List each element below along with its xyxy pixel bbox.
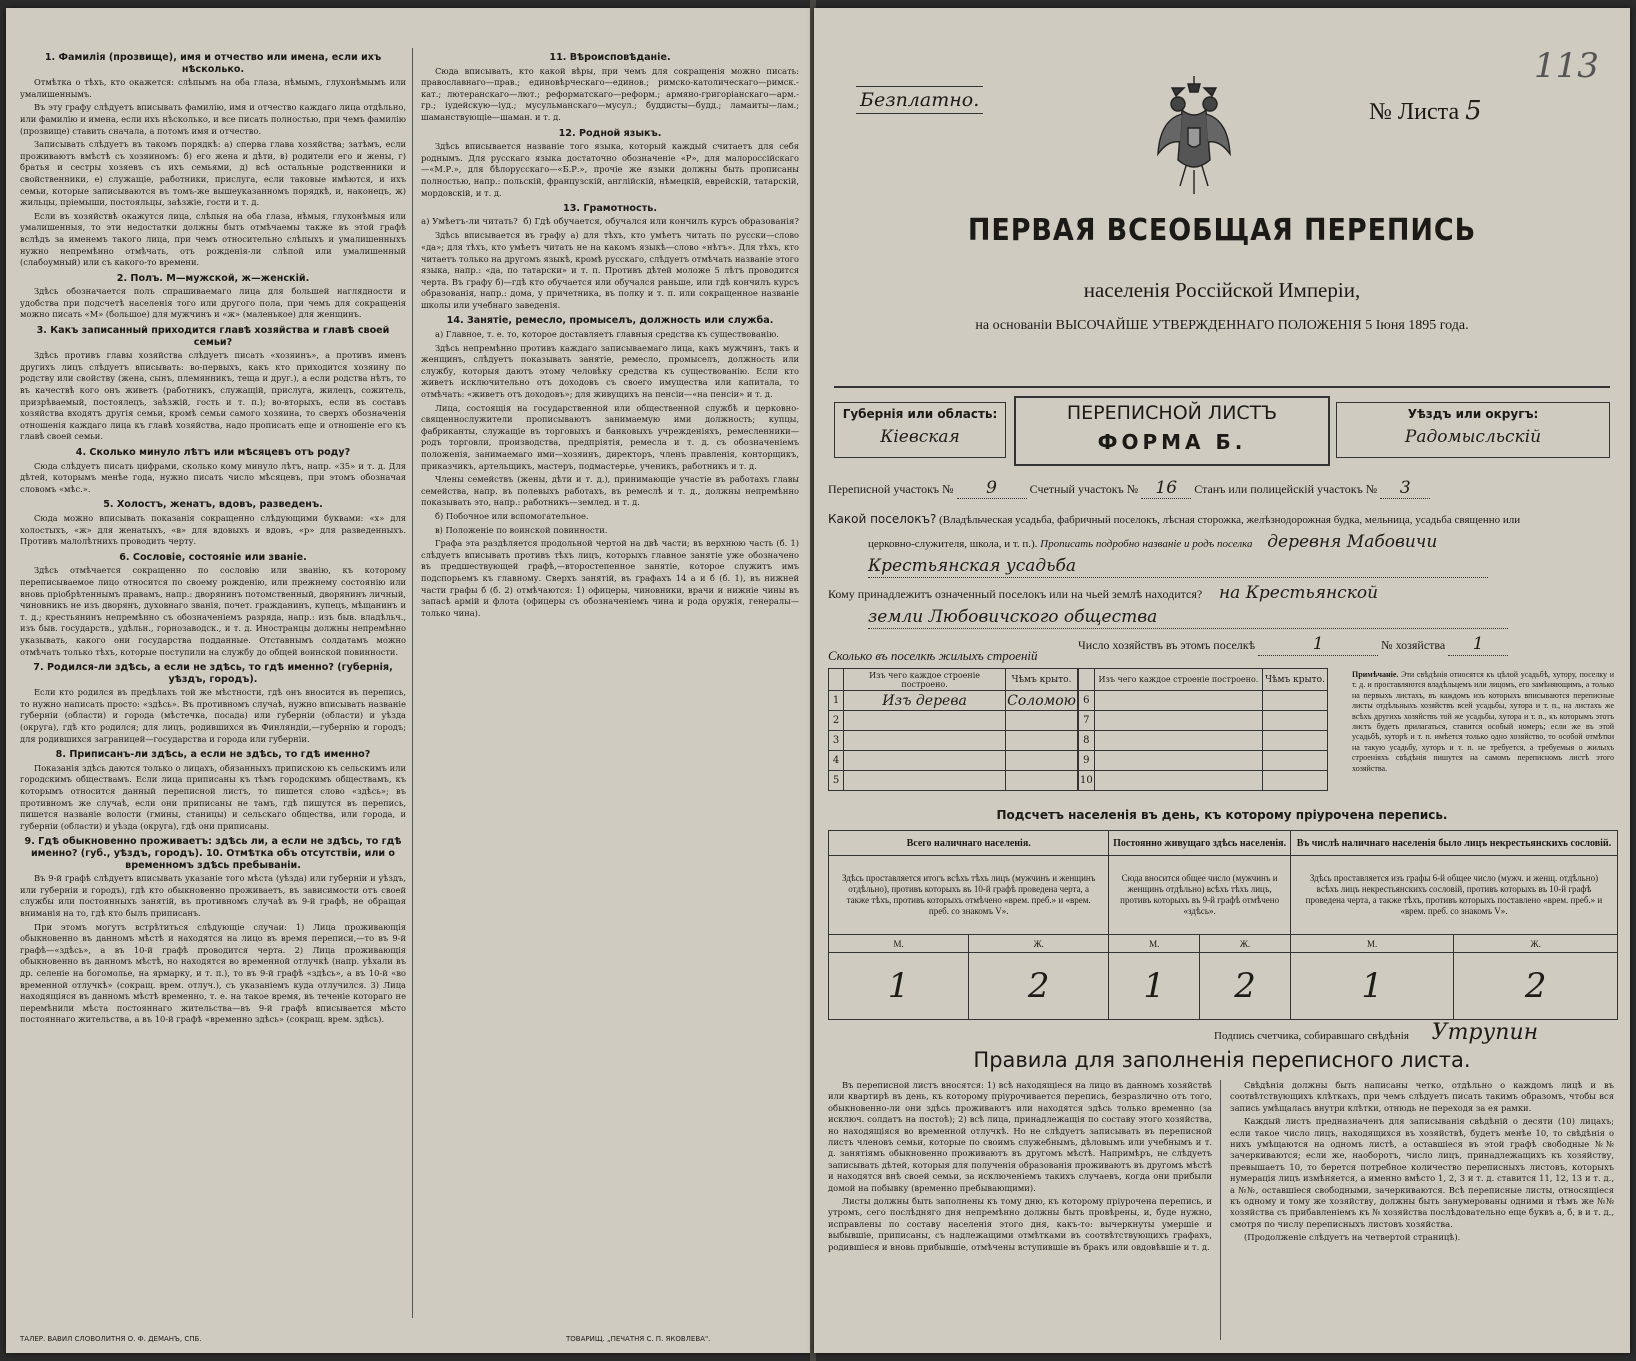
instructions-column-2	[421, 48, 799, 621]
section-title: 4. Сколько минуло лѣтъ или мѣсяцевъ отъ роду?	[75, 447, 351, 458]
section-paragraph: Лица, состоящія на государственной или общественной службѣ и церковно-священнослужители прописываютъ занимаемую ими должность; купцы, фабриканты, служащіе въ торговыхъ и банковыхъ учрежденіяхъ, ремесленники—родъ торговли, производства, предпріятія, ремесла и т. д. съ обозначеніемъ положенія, занимаемаго ими—хозяинъ, директоръ, членъ правленія, конторщикъ, приказчикъ, артельщикъ, мастеръ, подмастерье, ученикъ, работникъ и т. д.	[421, 402, 799, 471]
sheet-number-label: № Листа	[1369, 99, 1460, 125]
left-page	[6, 8, 812, 1353]
printer-imprint-right: ТОВАРИЩ. „ПЕЧАТНЯ С. П. ЯКОВЛЕВА".	[566, 1335, 711, 1343]
stan-label: Станъ или полицейскій участокъ №	[1194, 482, 1378, 496]
section-paragraph: При этомъ могутъ встрѣтиться слѣдующіе случаи: 1) Лица проживающія обыкновенно въ данномъ мѣстѣ и находятся на лицо въ время переписи,—то въ 9-й графѣ—«здѣсь», а въ 10-й графѣ проводится черта. 2) Лица проживающія обыкновенно въ данномъ мѣстѣ, но находятся во временной отлучкѣ (напр. уѣхали въ др. селеніе на богомолье, на ярмарку, и т. п.), то въ 9-й графѣ «здѣсь», а въ 10-й «во временной отлучкѣ» (сокращ. врем. отлуч.), съ указаніемъ куда отлучился. 3) Лица находящіяся въ данномъ мѣстѣ временно, т. е. на такое время, въ теченіе котораго не перемѣнили мѣста постояннаго жительства—въ 9-й графѣ вписывается мѣсто постояннаго жительства, а въ 10-й графѣ «временно здѣсь» (сокращ. врем. здѣсь).	[20, 921, 406, 1025]
printer-imprint-left: ТАЛЕР. ВАВИЛ СЛОВОЛИТНЯ О. Ф. ДЕМАНЪ, СПБ.	[20, 1335, 202, 1343]
female-count: 2	[1200, 953, 1291, 1020]
census-basis: на основаніи ВЫСОЧАЙШЕ УТВЕРЖДЕННАГО ПОЛОЖЕНІЯ 5 Іюня 1895 года.	[975, 318, 1469, 333]
section-paragraph: Здѣсь обозначается полъ спрашиваемаго лица для большей наглядности и удобства при подсчетѣ населенія того или другого пола, при чемъ для сокращенія можно писать «М» (большое) для мужчинъ и «ж» (маленькое) для женщинъ.	[20, 286, 406, 320]
count-column-head: Всего наличнаго населенія.	[829, 831, 1109, 856]
section-paragraph: Здѣсь вписывается въ графу а) для тѣхъ, кто умѣетъ читать по русски—слово «да»; для тѣхъ, кто умѣетъ читать не на какомъ языкѣ—слово «нѣтъ». Для тѣхъ, кто читаетъ только на другомъ языкѣ, кромѣ русскаго, слѣдуетъ отмѣчать названіе этого языка, напр.: «да, по татарски» и т. п. Противъ дѣтей моложе 5 лѣтъ проводится черта. Въ графу б)—гдѣ кто обучается или обучался раньше, или гдѣ кончилъ курсъ образованія, напр.: дома, у причетника, въ полку и т. п. или сокращенное названіе школы или учебнаго заведенія.	[421, 230, 799, 310]
building-row-number: 5	[829, 771, 844, 791]
section-title: 12. Родной языкъ.	[558, 127, 662, 139]
section-paragraph: а) Главное, т. е. то, которое доставляетъ главныя средства къ существованію.	[435, 329, 779, 340]
section-paragraph: Члены семействъ (жены, дѣти и т. д.), принимающіе участіе въ работахъ главы семейства, напр. въ полевыхъ работахъ, въ ремеслѣ и т. д., должны непремѣнно показывать это, напр.: работникъ—землед. и т. д.	[421, 474, 799, 508]
building-roof: Соломою	[1007, 692, 1076, 709]
settlement-value: деревня Мабовичи	[1267, 532, 1438, 552]
header-rule	[834, 386, 1610, 388]
sheet-number	[1369, 96, 1482, 126]
buildings-table-left	[828, 668, 1078, 791]
settlement-hint: (Владѣльческая усадьба, фабричный поселокъ, лѣсная сторожка, желѣзнодорожная будка, мельница, усадьба священно или	[939, 514, 1521, 526]
male-label: М.	[1109, 935, 1200, 953]
male-count: 1	[829, 953, 969, 1020]
section-paragraph: Показанія здѣсь даются только о лицахъ, обязанныхъ припискою къ сельскимъ или городскимъ обществамъ. Если лица приписаны къ тѣмъ городскимъ обществамъ, къ которымъ относится данный переписной листъ, то пишется слово «здѣсь»; въ противномъ же случаѣ, если они приписаны не тамъ, гдѣ пишутся въ перепись, пишется названіе волости (гмины, станицы) и сельскаго общества, или города, и губерніи (области) и уѣзда (округа), гдѣ они приписаны.	[20, 762, 406, 831]
right-page	[814, 8, 1630, 1353]
section-title: 1. Фамилія (прозвище), имя и отчество или имена, если ихъ нѣсколько.	[44, 52, 382, 75]
section-title: 9. Гдѣ обыкновенно проживаетъ: здѣсь ли, а если не здѣсь, то гдѣ именно? (губ., уѣздъ, городъ). 10. Отмѣтка объ отсутствіи, или о временномъ здѣсь пребываніи.	[24, 836, 402, 871]
building-material	[844, 731, 1006, 751]
rules-paragraph: Въ переписной листъ вносятся: 1) всѣ находящіеся на лицо въ данномъ хозяйствѣ или квартирѣ въ день, къ которому пріурочивается перепись, безразлично отъ того, обыкновенно-ли они здѣсь проживаютъ или находятся здѣсь только временно (за исключ. солдатъ на постоѣ); 2) всѣ лица, принадлежащія по составу этого хозяйства, но находящіяся во временной отлучкѣ. Но не слѣдуетъ записывать въ переписной листъ членовъ семьи, которые по своимъ служебнымъ, дѣловымъ или учебнымъ и т. д. занятіямъ обыкновенно проживаютъ въ другомъ мѣстѣ. Напримѣръ, не слѣдуетъ записывать дѣтей, которыя для полученія образованія проживаютъ въ другомъ мѣстѣ и находятся внѣ своей семьи, за исключеніемъ такихъ случаевъ, когда они прибыли домой на побывку (временно пребывающими).	[828, 1080, 1212, 1193]
settlement-hint2: церковно-служителя, школа, и т. п.).	[868, 538, 1038, 550]
section-paragraph: Здѣсь противъ главы хозяйства слѣдуетъ писать «хозяинъ», а противъ именъ другихъ лицъ слѣдуетъ вписывать: во-первыхъ, какъ кто приходится хозяину по родству или свойству (жена, сынъ, племянникъ, теща и друг.), а если родства нѣтъ, то въ качествѣ кого онъ живетъ (работникъ, служащій, прислуга, жилецъ, сожитель, призрѣваемый, постоялецъ, заѣзжій, гость и т. п.); во-вторыхъ, если въ составъ хозяйства входятъ другія семьи, кромѣ семьи самого хозяина, то сверхъ обозначенія отношенія каждаго лица къ главѣ хозяйства, надо прописать еще и отношеніе его къ главѣ своей семьи.	[20, 350, 406, 442]
counting-value: 16	[1141, 478, 1191, 499]
rules-paragraph: Листы должны быть заполнены къ тому дню, къ которому пріурочена перепись, и утромъ, сего послѣдняго дня непремѣнно должны быть провѣрены, и, буде нужно, исправлены по составу населенія этого дня, какъ-то: вычеркнуты умершіе и выбывшіе, приписаны, съ надлежащими отмѣтками въ соотвѣтствующихъ графахъ, родившіеся и вновь прибывшіе, отмѣчены вступившіе въ бракъ или овдовѣвшіе и т. д.	[828, 1196, 1212, 1252]
owner-label: Кому принадлежитъ означенный поселокъ или на чьей землѣ находится?	[828, 587, 1203, 601]
households-label: Число хозяйствъ въ этомъ поселкѣ	[1078, 638, 1256, 652]
female-label: Ж.	[1454, 935, 1618, 953]
male-count: 1	[1109, 953, 1200, 1020]
owner-value: на Крестьянской	[1218, 583, 1379, 603]
building-row-number: 4	[829, 751, 844, 771]
archive-page-number: 113	[1534, 46, 1599, 86]
roof-header: Чѣмъ крыто.	[1006, 669, 1078, 691]
section-paragraph: Записывать слѣдуетъ въ такомъ порядкѣ: а) сперва глава хозяйства; затѣмъ, если проживаютъ вмѣстѣ съ хозяиномъ: б) его жена и дѣти, в) родители его и жены, г) братья и сестры хозяевъ съ ихъ семьями, д) всѣ остальные родственники и свойственники, е) служащіе, работники, прислуга, если таковые имѣются, и ихъ семьи, которые записываются въ томъ-же вышеуказанномъ порядкѣ, и, наконецъ, ж) жильцы, пріемыши, постояльцы, заѣзжіе, гости и т. д.	[20, 139, 406, 208]
count-title: Подсчетъ населенія въ день, къ которому пріурочена перепись.	[996, 808, 1448, 822]
building-row-number: 1	[829, 691, 844, 711]
building-row-number: 3	[829, 731, 844, 751]
building-row-number: 10	[1079, 771, 1095, 791]
section-paragraph: б) Побочное или вспомогательное.	[435, 510, 589, 521]
counting-label: Счетный участокъ №	[1029, 482, 1139, 496]
female-count: 2	[969, 953, 1109, 1020]
signature-line	[1214, 1020, 1538, 1045]
building-row-number: 6	[1079, 691, 1095, 711]
roof-header-2: Чѣмъ крыто.	[1263, 669, 1328, 691]
section-paragraph: Сюда можно вписывать показанія сокращенно слѣдующими буквами: «х» для холостыхъ, «ж» для женатыхъ, «в» для вдовыхъ и вдовъ, «р» для разведенныхъ. Противъ малолѣтнихъ проводить черту.	[20, 512, 406, 547]
building-row-number: 2	[829, 711, 844, 731]
section-title: 5. Холостъ, женатъ, вдовъ, разведенъ.	[103, 499, 323, 511]
building-row-number: 7	[1079, 711, 1095, 731]
building-roof	[1006, 751, 1078, 771]
building-row-number: 8	[1079, 731, 1095, 751]
section-paragraph: Отмѣтка о тѣхъ, кто окажется: слѣпымъ на оба глаза, нѣмымъ, глухонѣмымъ или умалишеннымъ.	[20, 77, 406, 99]
column-divider	[412, 48, 413, 1318]
building-material	[844, 771, 1006, 791]
settlement-block	[828, 508, 1618, 656]
signature-label: Подпись счетчика, собиравшаго свѣдѣнія	[1214, 1030, 1409, 1042]
section-paragraph: Если въ хозяйствѣ окажутся лица, слѣпыя на оба глаза, нѣмыя, глухонѣмыя или умалишенныя, то эти недостатки должны быть отмѣчаемы также въ этой графѣ вслѣдъ за именемъ такого лица, при чемъ относительно слѣпыхъ и умалишенныхъ нужно непремѣнно отмѣчать, отъ рожденія-ли слѣпой или умалишенный (слабоумный) или съ какого-то времени.	[20, 210, 406, 268]
material-header: Изъ чего каждое строеніе построено.	[844, 669, 1006, 691]
settlement-hint3: Прописать подробно названіе и родъ поселка	[1040, 538, 1253, 550]
section-paragraph: Если кто родился въ предѣлахъ той же мѣстности, гдѣ онъ вносится въ перепись, то нужно написать просто: «здѣсь». Въ противномъ случаѣ, нужно вписывать названіе губерніи (области) и города (мѣстечка, посада) или губерніи (области) и уѣзда (округа), гдѣ кто родился; для лицъ, родившихся въ Финляндіи,—губернію и городъ; для родившихся заграницей—государства и города или губерніи.	[20, 687, 406, 744]
sheet-title-box	[1014, 396, 1330, 466]
material-header-2: Изъ чего каждое строеніе построено.	[1094, 669, 1262, 691]
female-count: 2	[1454, 953, 1618, 1020]
section-title: 3. Какъ записанный приходится главѣ хозяйства и главѣ своей семьи?	[36, 325, 390, 348]
settlement-value-2: Крестьянская усадьба	[868, 555, 1488, 578]
sheet-title: ПЕРЕПИСНОЙ ЛИСТЪ	[1066, 402, 1278, 424]
instructions-column-1	[20, 48, 406, 1028]
rules-paragraph: Свѣдѣнія должны быть написаны четко, отдѣльно о каждомъ лицѣ и въ соотвѣтствующихъ клѣткахъ, при чемъ слѣдуетъ писать такимъ образомъ, чтобы вся запись умѣщалась внутри клѣтки, отнюдь не переходя за ея рамки.	[1230, 1080, 1614, 1113]
stan-value: 3	[1380, 478, 1430, 499]
male-count: 1	[1290, 953, 1454, 1020]
section-paragraph: Здѣсь непремѣнно противъ каждаго записываемаго лица, какъ мужчинъ, такъ и женщинъ, слѣдуетъ показывать занятіе, ремесло, промыселъ, должность или службу, которыя даютъ этому человѣку средства къ существованію. Если кто живетъ исключительно отъ доходовъ съ своего имущества или капитала, то отмѣчать: «живетъ отъ доходовъ»; для живущихъ на пенсіи—«на пенсіи» и т. д.	[421, 342, 799, 400]
count-column-desc: Сюда вносится общее число (мужчинъ и женщинъ отдѣльно) всѣхъ тѣхъ лицъ, противъ которыхъ въ 9-й графѣ отмѣчено «здѣсь».	[1109, 856, 1291, 935]
building-material: Изъ дерева	[844, 691, 1006, 711]
rules-paragraph: (Продолженіе слѣдуетъ на четвертой страницѣ).	[1244, 1232, 1461, 1243]
female-label: Ж.	[969, 935, 1109, 953]
census-title: ПЕРВАЯ ВСЕОБЩАЯ ПЕРЕПИСЬ	[967, 213, 1477, 248]
building-roof	[1006, 771, 1078, 791]
building-material	[844, 711, 1006, 731]
section-paragraph: в) Положеніе по воинской повинности.	[435, 524, 608, 535]
male-label: М.	[829, 935, 969, 953]
section-paragraph: Сюда вписывать, кто какой вѣры, при чемъ для сокращенія можно писать: православнаго—прав.; единовѣрческаго—единов.; римско-католическаго—римск.-кат.; лютеранскаго—лют.; реформатскаго—реформ.; армяно-григоріанскаго—арм.-гр.; іудейскую—іуд.; мусульманскаго—мусул.; буддисты—будд.; ламаиты—лам.; шаманствующіе—шаман. и т. д.	[421, 65, 799, 122]
count-column-head: Въ числѣ наличнаго населенія было лицъ некрестьянскихъ сословій.	[1290, 831, 1617, 856]
rules-column-1	[828, 1080, 1212, 1255]
building-roof	[1006, 731, 1078, 751]
section-title: 6. Сословіе, состояніе или званіе.	[119, 551, 307, 563]
district-label: Переписной участокъ №	[828, 482, 954, 496]
free-label: Безплатно.	[856, 86, 983, 114]
section-sub-label: а) Умѣетъ-ли читать?	[421, 216, 518, 227]
count-column-desc: Здѣсь проставляется итогъ всѣхъ тѣхъ лицъ (мужчинъ и женщинъ отдѣльно), противъ которыхъ въ 10-й графѣ проведена черта, а также тѣхъ, противъ которыхъ отмѣчено «врем. преб.» и «врем. преб. со знакомъ V».	[829, 856, 1109, 935]
buildings-note	[1352, 670, 1614, 774]
settlement-label: Какой поселокъ?	[828, 512, 937, 526]
gubernia-value: Кіевская	[880, 427, 960, 447]
male-label: М.	[1290, 935, 1454, 953]
buildings-table-right	[1078, 668, 1328, 791]
section-sub-label: б) Гдѣ обучается, обучался или кончилъ курсъ образованія?	[523, 216, 799, 227]
double-headed-eagle-emblem	[1154, 74, 1234, 204]
form-b-title: ФОРМА Б.	[1097, 430, 1247, 454]
population-count-table	[828, 830, 1618, 1020]
section-title: 14. Занятіе, ремесло, промыселъ, должность или служба.	[446, 315, 774, 327]
uezd-value: Радомысльскій	[1404, 427, 1542, 447]
section-title: 7. Родился-ли здѣсь, а если не здѣсь, то гдѣ именно? (губернія, уѣздъ, городъ).	[33, 662, 393, 685]
household-no-value: 1	[1448, 633, 1508, 656]
building-row-number: 9	[1079, 751, 1095, 771]
district-line	[828, 478, 1618, 499]
counter-signature: Утрупин	[1431, 1020, 1539, 1045]
household-no-label: № хозяйства	[1381, 638, 1446, 652]
gubernia-label: Губернія или область:	[842, 407, 998, 421]
section-title: 11. Вѣроисповѣданіе.	[549, 52, 671, 63]
note-text: Эти свѣдѣнія относятся къ цѣлой усадьбѣ, хутору, поселку и т. д. и проставляются владѣльцемъ или лицомъ, его замѣняющимъ, а только на первыхъ листахъ, въ каждомъ изъ которыхъ вписываются переписные листы отдѣльныхъ хозяйствъ всей усадьбы, хутора и т. п., на листахъ же всѣхъ другихъ хозяйствъ той же усадьбы, хутора и т. п., къ которымъ этотъ листъ будетъ прилагаться, ставится особый номеръ; если же въ этой усадьбѣ, хуторѣ и т. п. имѣется только одно хозяйство, то особой отмѣтки на такую усадьбу, хуторъ и т. п. не требуется, а требуемыя о жилыхъ строеніяхъ свѣдѣнія пишутся на самомъ переписномъ листѣ этого хозяйства.	[1352, 670, 1614, 773]
section-paragraph: Въ эту графу слѣдуетъ вписывать фамилію, имя и отчество каждаго лица отдѣльно, или фамилію и имена, если ихъ нѣсколько, и все писать полностью, при чемъ фамилію (прозвище) ставить сначала, а потомъ имя и отчество.	[20, 102, 406, 136]
female-label: Ж.	[1200, 935, 1291, 953]
section-title: 8. Приписанъ-ли здѣсь, а если не здѣсь, то гдѣ именно?	[55, 749, 371, 761]
count-column-desc: Здѣсь проставляется изъ графы 6-й общее число (мужч. и женщ. отдѣльно) всѣхъ лицъ некрестьянскихъ сословій, противъ которыхъ въ 10-й графѣ проведена черта, а также тѣхъ, противъ которыхъ поставлено «врем. преб.» и «врем. преб. со знакомъ V».	[1290, 856, 1617, 935]
households-value: 1	[1258, 633, 1378, 656]
owner-value-2: земли Любовичского общества	[868, 606, 1508, 629]
gubernia-box	[834, 402, 1006, 458]
sheet-number-value: 5	[1465, 96, 1482, 126]
district-value: 9	[957, 478, 1027, 499]
count-column-head: Постоянно живущаго здѣсь населенія.	[1109, 831, 1291, 856]
rules-paragraph: Каждый листъ предназначенъ для записыванія свѣдѣній о десяти (10) лицахъ; если такое число лицъ, находящихся въ хозяйствѣ, будетъ менѣе 10, то свѣдѣнія о нихъ умѣщаются на одномъ листѣ, а оставшіеся въ этой графѣ свободные №№ зачеркиваются; если же, наоборотъ, число лицъ, принадлежащихъ къ хозяйству, превышаетъ 10, то берется потребное количество переписныхъ листовъ, которыхъ нумерація лицъ измѣняется, а именно вмѣсто 1, 2, 3 и т. д. ставится 11, 12, 13 и т. д., а №№, оставшіеся свободными, зачеркиваются. Всѣ переписные листы, относящіеся къ одному и тому же хозяйству, должны быть занумерованы одними и тѣмъ же №№ хозяйства съ прибавленіемъ къ № хозяйства послѣдовательно еще буквъ а, б, в и т. д., смотря по числу переписныхъ листовъ хозяйства.	[1230, 1116, 1614, 1229]
section-title: 13. Грамотность.	[563, 203, 657, 215]
buildings-label: Сколько въ поселкѣ жилыхъ строеній	[828, 648, 1038, 663]
building-roof	[1006, 711, 1078, 731]
section-paragraph: Здѣсь вписывается названіе того языка, который каждый считаетъ для себя роднымъ. Для русскаго языка достаточно обозначеніе «Р», для малороссійскаго—«М.Р.», для бѣлорусскаго—«Б.Р.», прочіе же языки должны быть прописаны полностью, напр.: польскій, французскій, англійскій, нѣмецкій, еврейскій, татарскій, мордовскій, и т. д.	[421, 141, 799, 198]
section-title: 2. Полъ. М—мужской, ж—женскій.	[116, 272, 310, 284]
rules-divider	[1220, 1080, 1221, 1340]
rules-title: Правила для заполненія переписного листа.	[973, 1048, 1471, 1072]
section-paragraph: Графа эта раздѣляется продольной чертой на двѣ части; въ верхнюю часть (б. 1) слѣдуетъ вписывать противъ тѣхъ лицъ, которыхъ главное занятіе уже обозначено въ предшествующей графѣ,—второстепенное занятіе, которое служитъ имъ подспорьемъ къ главному. Сверхъ занятій, въ графахъ 14 а и б (б. 1), въ нижней части графы б (б. 2) отмѣчаются: 1) офицеры, чиновники, врачи и нижніе чины въ запасѣ армій и флота (офицеры съ обозначеніемъ чина и рода оружія, генералы—только чина).	[421, 538, 799, 618]
section-paragraph: Въ 9-й графѣ слѣдуетъ вписывать указаніе того мѣста (уѣзда) или губерніи и уѣздъ, или губерніи и городъ), гдѣ кто обыкновенно проживаетъ, въ зависимости отъ своей службы или постоянныхъ занятій, въ противномъ случаѣ въ 9-й графѣ, не обращая вниманія на то, гдѣ кто былъ приписанъ.	[20, 873, 406, 918]
uezd-label: Уѣздъ или округъ:	[1407, 407, 1539, 421]
section-paragraph: Сюда слѣдуетъ писать цифрами, сколько кому минуло лѣтъ, напр. «35» и т. д. Для дѣтей, которымъ менѣе года, нужно писать число мѣсяцевъ, при этомъ обозначая словомъ «мѣс.».	[20, 460, 406, 494]
note-title: Примѣчаніе.	[1352, 670, 1399, 679]
section-paragraph: Здѣсь отмѣчается сокращенно по сословію или званію, къ которому переписываемое лицо относится по своему рожденію, или прежнему состоянію или вновь пріобрѣтеннымъ правамъ, напр.: дворянинъ потомственный, дворянинъ личный, чиновникъ не изъ дворянъ, духовнаго званія, почет. гражданинъ, купецъ, мѣщанинъ и т. д.; крестьянинъ непремѣнно съ обозначеніемъ разряда, напр.: изъ быв. владѣльч., изъ быв. государств., удѣльн., горнозаводск., и т. д. Иностранцы должны непремѣнно указывать, какого они государства подданные. Отставнымъ солдатамъ можно отмѣчать только тѣхъ, которые поступили на службу до общей воинской повинности.	[20, 565, 406, 657]
building-material	[844, 751, 1006, 771]
census-subtitle: населенія Россійской Имперіи,	[1083, 278, 1361, 302]
rules-column-2	[1230, 1080, 1614, 1246]
uezd-box	[1336, 402, 1610, 458]
